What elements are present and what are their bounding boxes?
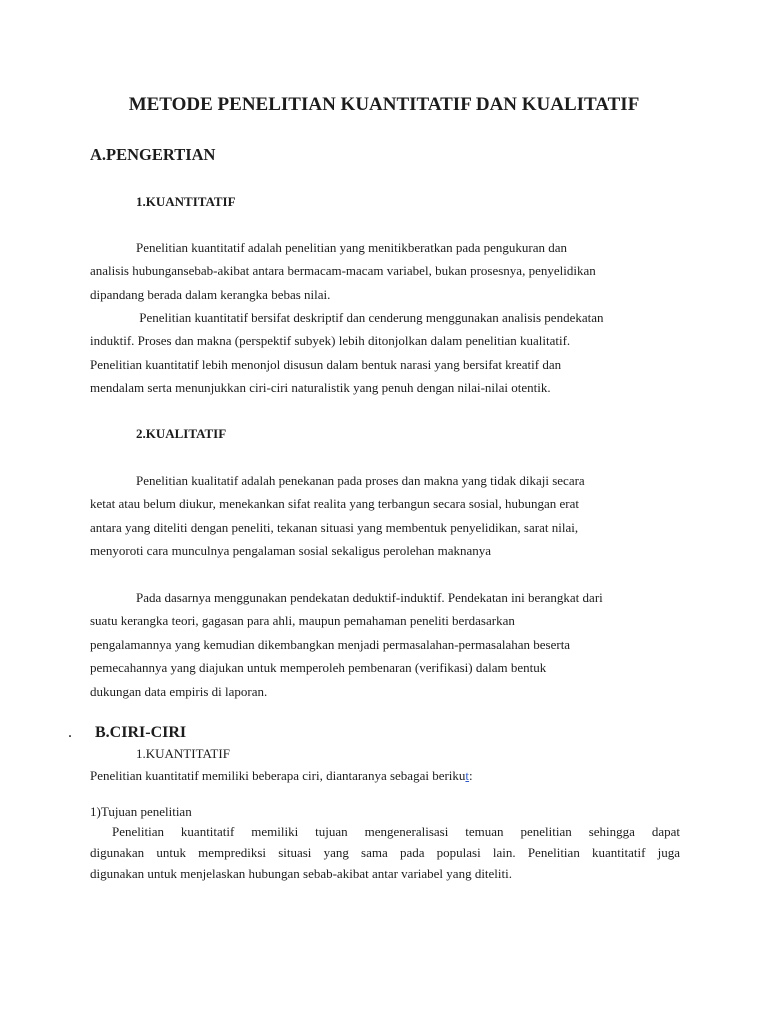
kualitatif-paragraph-1: [90, 469, 680, 563]
text-line: digunakan untuk menjelaskan hubungan sebab-akibat antar variabel yang diteliti.: [90, 866, 513, 881]
text-line: pengalamannya yang kemudian dikembangkan menjadi permasalahan-permasalahan beserta: [90, 636, 571, 652]
text-line: dukungan data empiris di laporan.: [90, 683, 268, 699]
text-line: Penelitian kuantitatif lebih menonjol disusun dalam bentuk narasi yang bersifat kreatif dan: [90, 356, 562, 372]
text-line: antara yang diteliti dengan peneliti, tekanan situasi yang membentuk penyelidikan, sarat nilai,: [90, 519, 579, 535]
text-line: Penelitian kuantitatif memiliki tujuan mengeneralisasi temuan penelitian sehingga dapat: [112, 824, 680, 839]
kuantitatif-paragraph-1: [90, 236, 680, 306]
ciri-intro: [90, 765, 473, 786]
kualitatif-paragraph-2: [90, 586, 680, 703]
text-line: digunakan untuk memprediksi situasi yang sama pada populasi lain. Penelitian kuantitatif juga: [90, 845, 680, 860]
ciri-kuantitatif-heading: 1.KUANTITATIF: [136, 746, 230, 761]
text-line: Penelitian kuantitatif adalah penelitian yang menitikberatkan pada pengukuran dan: [136, 240, 568, 255]
text-line: analisis hubungansebab-akibat antara bermacam-macam variabel, bukan prosesnya, penyelidikan: [90, 263, 596, 279]
ciri-item-1-title: 1)Tujuan penelitian: [90, 804, 192, 819]
section-b-heading: B.CIRI-CIRI: [95, 724, 187, 741]
section-b-bullet: .: [68, 724, 72, 741]
text-line: menyoroti cara munculnya pengalaman sosial sekaligus perolehan maknanya: [90, 543, 492, 559]
text-line: Penelitian kualitatif adalah penekanan pada proses dan makna yang tidak dikaji secara: [136, 473, 585, 488]
section-a-heading: A.PENGERTIAN: [90, 145, 216, 164]
text-line: induktif. Proses dan makna (perspektif subyek) lebih ditonjolkan dalam penelitian kualitatif.: [90, 333, 571, 349]
text-line: suatu kerangka teori, gagasan para ahli, maupun pemahaman peneliti berdasarkan: [90, 613, 515, 629]
text-line: dipandang berada dalam kerangka bebas nilai.: [90, 286, 331, 302]
kualitatif-heading: 2.KUALITATIF: [136, 426, 227, 441]
kuantitatif-paragraph-2: [90, 306, 680, 400]
text-line: Penelitian kuantitatif bersifat deskriptif dan cenderung menggunakan analisis pendekatan: [136, 310, 604, 325]
text-line: pemecahannya yang diajukan untuk memperoleh pembenaran (verifikasi) dalam bentuk: [90, 660, 547, 676]
text-line: ketat atau belum diukur, menekankan sifat realita yang terbangun secara sosial, hubungan erat: [90, 496, 579, 512]
ciri-item-1-paragraph: [90, 821, 680, 884]
text-line: mendalam serta menunjukkan ciri-ciri naturalistik yang penuh dengan nilai-nilai otentik.: [90, 380, 551, 396]
ciri-intro-link[interactable]: t: [465, 768, 470, 783]
document-title: METODE PENELITIAN KUANTITATIF DAN KUALITATIF: [128, 94, 640, 115]
ciri-intro-end: :: [469, 768, 473, 783]
text-line: Pada dasarnya menggunakan pendekatan deduktif-induktif. Pendekatan ini berangkat dari: [136, 590, 603, 605]
kuantitatif-heading: 1.KUANTITATIF: [136, 194, 236, 209]
ciri-intro-text: Penelitian kuantitatif memiliki beberapa ciri, diantaranya sebagai beriku: [90, 768, 466, 783]
